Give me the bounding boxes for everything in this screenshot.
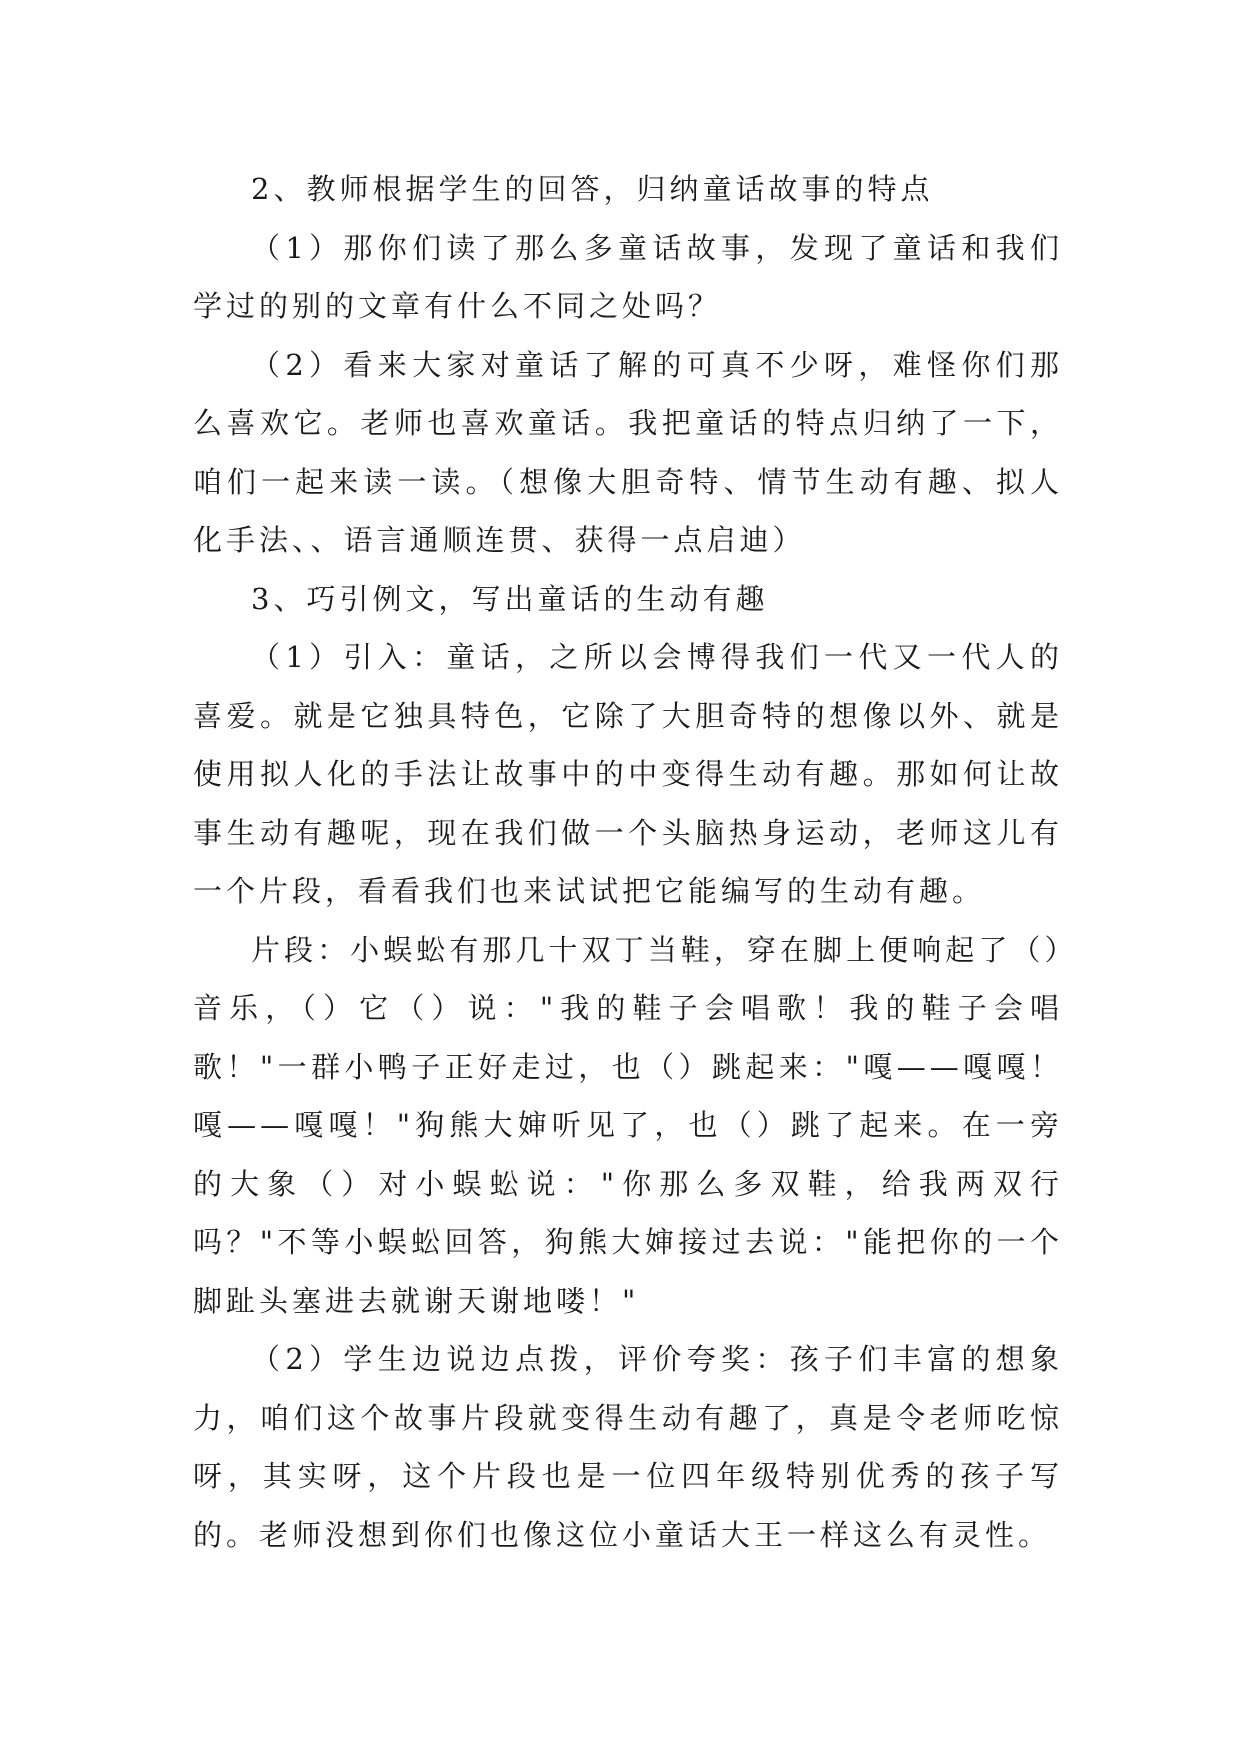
paragraph-excerpt: 片段：小蜈蚣有那几十双丁当鞋，穿在脚上便响起了（）音乐，（）它（）说："我的鞋子会唱歌！我的鞋子会唱歌！"一群小鸭子正好走过，也（）跳起来："嘎——嘎嘎！嘎——嘎嘎！"狗熊大婶听见了，也（）跳了起来。在一旁的大象（）对小蜈蚣说："你那么多双鞋，给我两双行吗？"不等小蜈蚣回答，狗熊大婶接过去说："能把你的一个脚趾头塞进去就谢天谢地喽！": [193, 932, 1063, 1318]
paragraph-intro-1: （1）引入：童话，之所以会博得我们一代又一代人的喜爱。就是它独具特色，它除了大胆奇特的想像以外、就是使用拟人化的手法让故事中的中变得生动有趣。那如何让故事生动有趣呢，现在我们做一个头脑热身运动，老师这儿有一个片段，看看我们也来试试把它能编写的生动有趣。: [193, 640, 1063, 908]
paragraph-evaluation-2: （2）学生边说边点拨，评价夸奖：孩子们丰富的想象力，咱们这个故事片段就变得生动有趣了，真是令老师吃惊呀，其实呀，这个片段也是一位四年级特别优秀的孩子写的。老师没想到你们也像这位小童话大王一样这么有灵性。: [193, 1342, 1063, 1552]
paragraph-heading-2: 2、教师根据学生的回答，归纳童话故事的特点: [251, 172, 934, 206]
paragraph-heading-3: 3、巧引例文，写出童话的生动有趣: [251, 581, 769, 616]
paragraph-summary-2: （2）看来大家对童话了解的可真不少呀，难怪你们那么喜欢它。老师也喜欢童话。我把童话的特点归纳了一下，咱们一起来读一读。（想像大胆奇特、情节生动有趣、拟人化手法、、语言通顺连贯、获得一点启迪）: [193, 347, 1063, 557]
paragraph-question-1: （1）那你们读了那么多童话故事，发现了童话和我们学过的别的文章有什么不同之处吗？: [193, 230, 1063, 323]
document-body: [193, 160, 1063, 1564]
